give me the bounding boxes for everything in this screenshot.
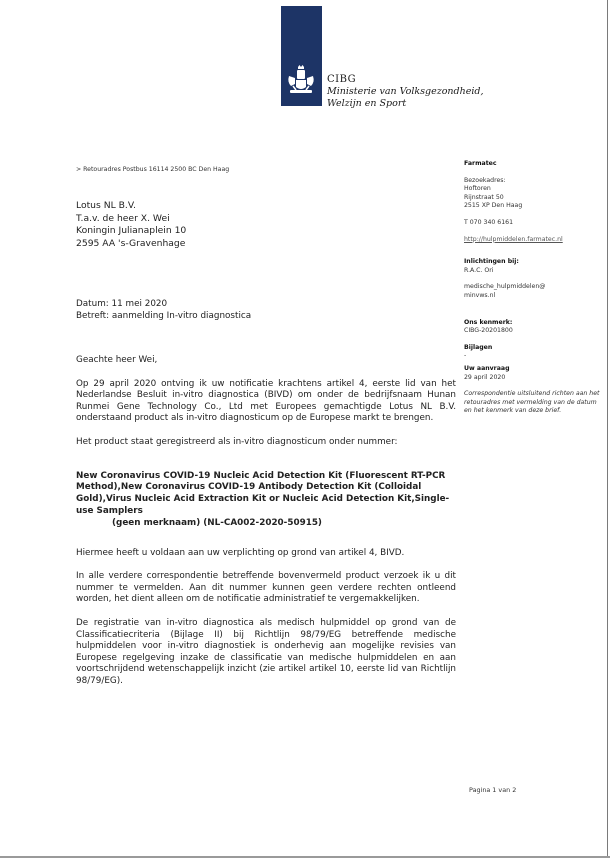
- sidebar: [464, 160, 604, 424]
- letterhead: [327, 74, 484, 110]
- product-block: [76, 471, 456, 530]
- page-number: Pagina 1 van 2: [469, 786, 517, 794]
- info-name: R.A.C. Ori: [464, 266, 494, 274]
- paragraph-obligation: Hiermee heeft u voldaan aan uw verplichting op grond van artikel 4, BIVD.: [76, 547, 405, 558]
- letter-meta: [76, 298, 251, 323]
- visit-line: Hoftoren: [464, 185, 491, 193]
- email-line: minvws.nl: [464, 291, 496, 299]
- website-link[interactable]: http://hulpmiddelen.farmatec.nl: [464, 235, 563, 243]
- correspondence-note: Correspondentie uitsluitend richten aan het retouradres met vermelding van de datum en het kenmerk van deze brief.: [464, 390, 600, 415]
- paragraph-classification: De registratie van in-vitro diagnostica als medisch hulpmiddel op grond van de Classificatiecriteria (Bijlage II) bij Richtlijn 98/79/EG betreffende medische hulpmiddelen voor in-vitro diagnostiek is onderhevig aan mogelijke revisies van Europese regelgeving inzake de classificatie van medische hulpmiddelen en aan voortschrijdend wetenschappelijk inzicht (zie artikel artikel 10, eerste lid van Richtlijn 98/79/EG).: [76, 617, 456, 686]
- letter-body: [76, 355, 456, 699]
- product-name: New Coronavirus COVID-19 Nucleic Acid Detection Kit (Fluorescent RT-PCR Method),New Coronavirus COVID-19 Antibody Detection Kit (Colloidal Gold),Virus Nucleic Acid Extraction Kit or Nucleic Acid Detection Kit,Single-use Samplers: [76, 470, 450, 516]
- paragraph-registration: Het product staat geregistreerd als in-vitro diagnosticum onder nummer:: [76, 436, 398, 447]
- request-value: 29 april 2020: [464, 373, 506, 381]
- paragraph-notification: Op 29 april 2020 ontving ik uw notificatie krachtens artikel 4, eerste lid van het Nederlandse Besluit in-vitro diagnostica (BIVD) om onder de bedrijfsnaam Hunan Runmei Gene Technology Co., Ltd met Europees gemachtigde Lotus NL B.V. onderstaand product als in-vitro diagnosticum op de Europese markt te brengen.: [76, 378, 456, 424]
- paragraph-correspondence: In alle verdere correspondentie betreffende bovenvermeld product verzoek ik u dit nummer te vermelden. Aan dit nummer kunnen geen verdere rechten ontleend worden, het dient alleen om de notificatie administratief te vergemakkelijken.: [76, 571, 456, 605]
- letter-subject: Betreft: aanmelding In-vitro diagnostica: [76, 311, 252, 322]
- recipient-line: 2595 AA 's-Gravenhage: [76, 237, 186, 249]
- letter-date: Datum: 11 mei 2020: [76, 299, 168, 309]
- ministry-line-1: Ministerie van Volksgezondheid,: [327, 86, 484, 97]
- info-label: Inlichtingen bij:: [464, 258, 519, 266]
- visit-label: Bezoekadres:: [464, 176, 506, 184]
- ministry-line-2: Welzijn en Sport: [327, 98, 407, 109]
- recipient-line: T.a.v. de heer X. Wei: [76, 212, 170, 224]
- coat-of-arms-icon: [284, 64, 318, 98]
- visit-line: 2515 XP Den Haag: [464, 202, 523, 210]
- email-line: medische_hulpmiddelen@: [464, 283, 546, 291]
- phone-number: T 070 340 6161: [464, 218, 514, 226]
- visit-address: [464, 177, 604, 211]
- reference-value: CIBG-20201800: [464, 327, 513, 335]
- organization-name: CIBG: [327, 74, 357, 85]
- recipient-line: Lotus NL B.V.: [76, 200, 136, 211]
- recipient-line: Koningin Julianaplein 10: [76, 225, 187, 237]
- reference-label: Ons kenmerk:: [464, 318, 513, 326]
- recipient-address: [76, 200, 186, 250]
- visit-line: Rijnstraat 50: [464, 193, 504, 201]
- sidebar-org: Farmatec: [464, 160, 497, 167]
- request-label: Uw aanvraag: [464, 364, 510, 372]
- return-address: > Retouradres Postbus 16114 2500 BC Den Haag: [76, 166, 230, 173]
- attachments-label: Bijlagen: [464, 343, 493, 351]
- attachments-value: -: [464, 352, 467, 360]
- greeting: Geachte heer Wei,: [76, 355, 158, 365]
- product-registration-number: (geen merknaam) (NL-CA002-2020-50915): [112, 517, 322, 528]
- page-edge-right: [607, 0, 608, 856]
